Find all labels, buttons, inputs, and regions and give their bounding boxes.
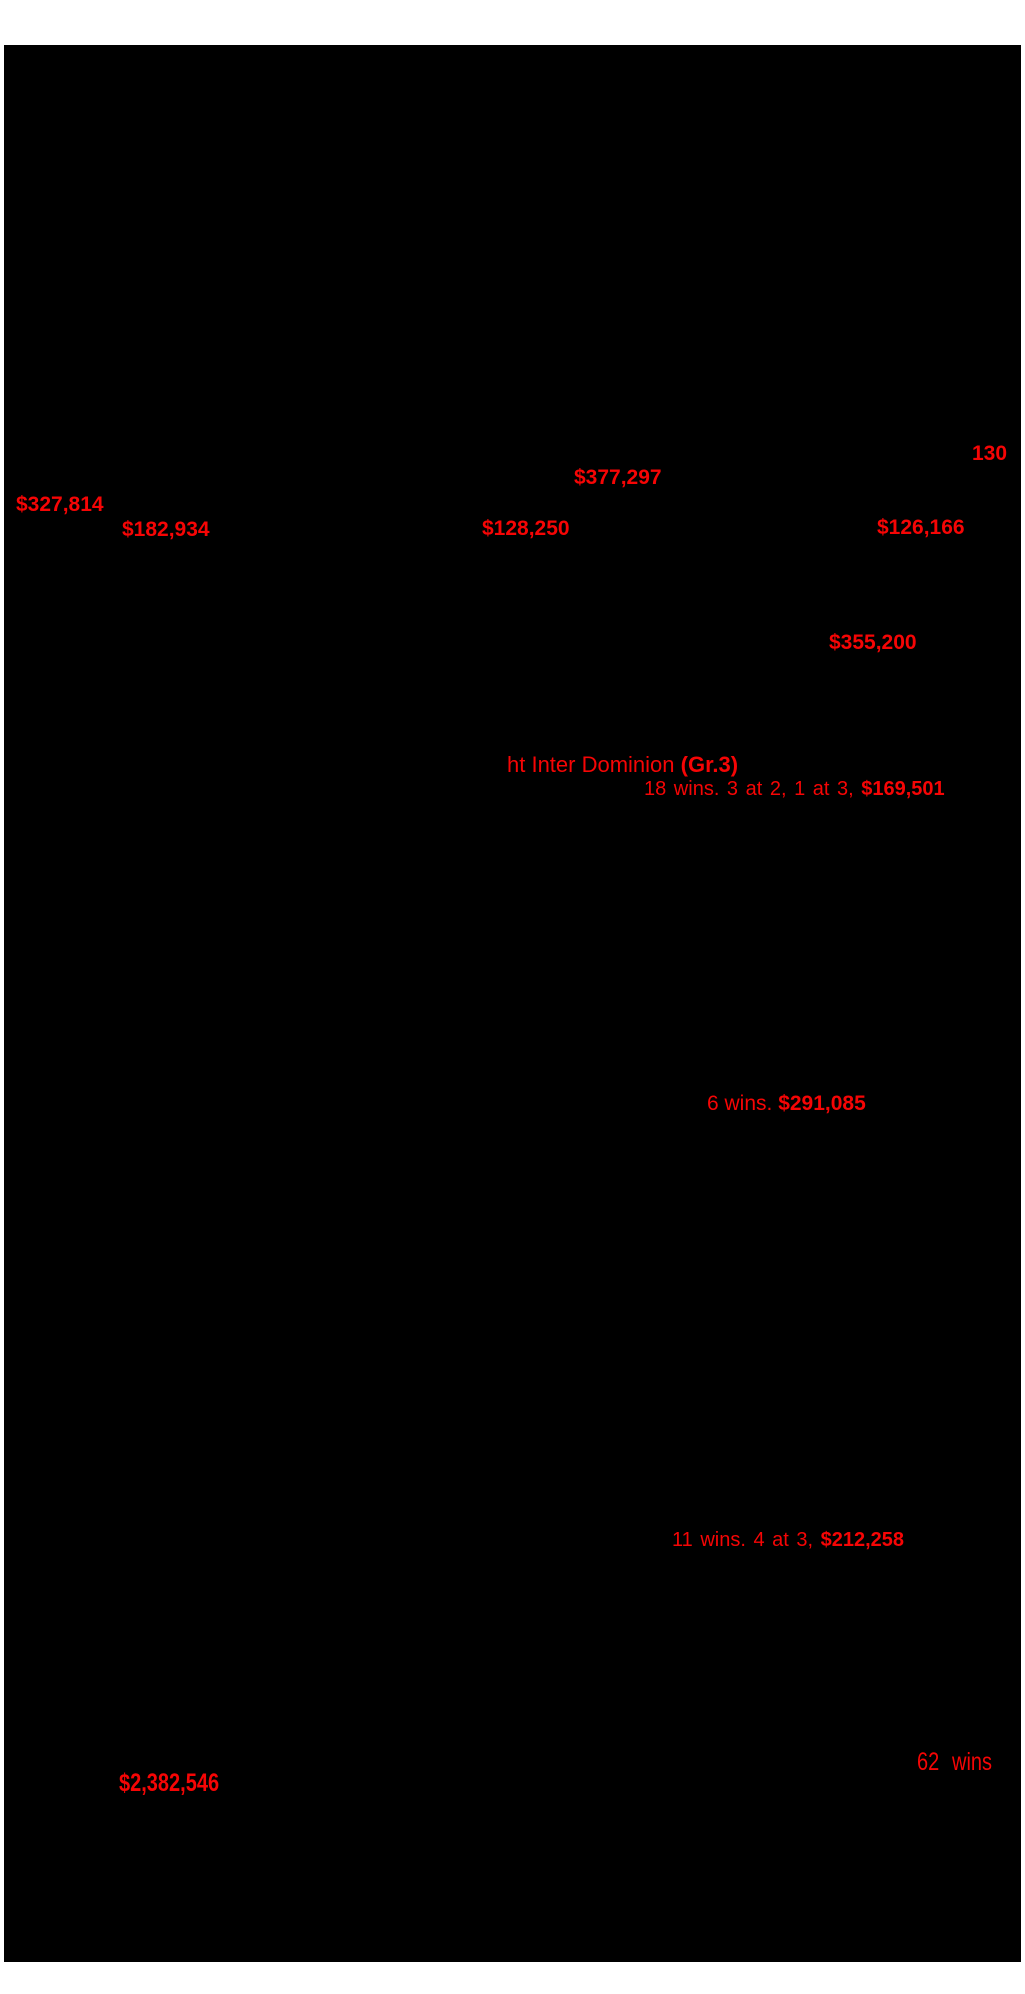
wins-word: wins [952,1748,993,1776]
performance-record [672,1530,904,1550]
earnings-amount: $327,814 [16,493,104,516]
earnings-amount: $182,934 [122,518,210,541]
wins-count: 62 [917,1748,940,1776]
performance-record [644,779,945,799]
lot-number: 130 [972,442,1008,465]
record-amount: $212,258 [820,1529,905,1551]
record-prefix: 11 wins. 4 at 3, [672,1529,821,1551]
earnings-amount: $377,297 [574,466,662,489]
total-earnings-value: $2,382,546 [119,1769,220,1797]
record-prefix: 18 wins. 3 at 2, 1 at 3, [644,778,862,800]
record-prefix: 6 wins. [707,1092,779,1115]
total-earnings [119,1771,244,1796]
earnings-amount: $126,166 [877,516,965,539]
black-plate [4,45,1021,1962]
family-wins [917,1750,1011,1775]
race-reference [507,754,738,776]
record-amount: $291,085 [778,1092,866,1115]
performance-record [707,1093,866,1114]
earnings-amount: $128,250 [482,517,570,540]
record-amount: $169,501 [861,778,945,800]
race-name-fragment: ht Inter Dominion [507,752,681,777]
race-grade: (Gr.3) [680,752,739,777]
earnings-amount: $355,200 [829,631,917,654]
